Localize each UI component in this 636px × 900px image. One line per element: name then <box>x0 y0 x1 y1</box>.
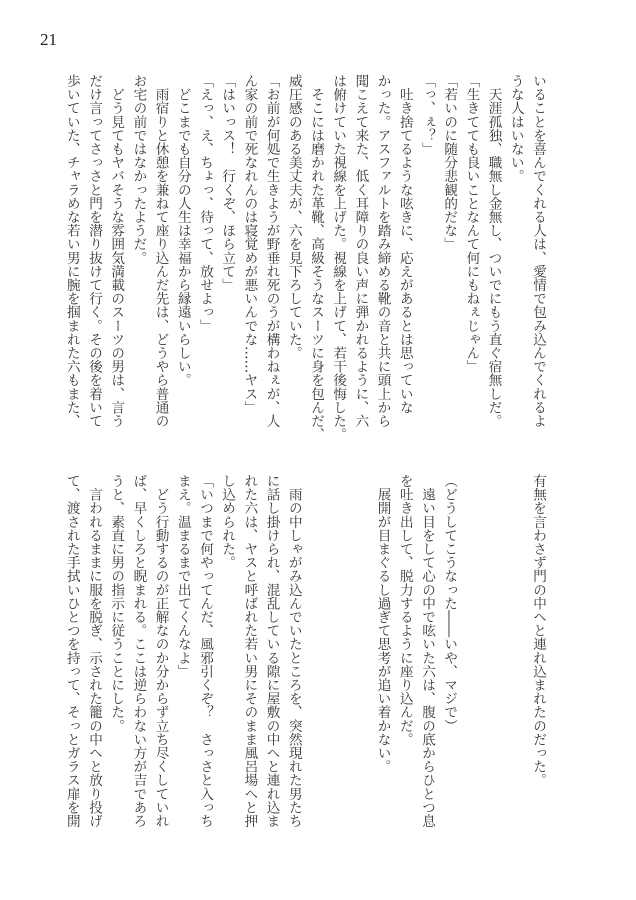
text-column: どう行動するのが正解なのか分からず立ち尽くしていれ <box>152 474 169 828</box>
text-column: ん家の前で死なれんのは寝覚めが悪いんでな……ヤス」 <box>241 74 258 414</box>
text-column: まえ。温まるまで出てくんなよ」 <box>174 474 191 678</box>
text-column: 「えっ、え、ちょっ、待って、放せよっ」 <box>197 74 213 333</box>
text-column <box>460 474 482 836</box>
text-column: どう見てもヤバそうな雰囲気満載のスーツの男は、言う <box>108 74 125 428</box>
text-column: 「若いのに随分悲観的だな」 <box>441 74 458 251</box>
text-column: （どうしてこうなった――いや、マジで） <box>441 474 458 733</box>
text-column: うと、素直に男の指示に従うことにした。 <box>108 474 125 733</box>
text-column: 聞こえて来た、低く耳障りの良い声に弾かれるように、六 <box>352 74 369 428</box>
page-number: 21 <box>40 30 57 49</box>
text-column: 歩いていた、チャラめな若い男に腕を掴まれた六もまた、 <box>63 74 80 428</box>
text-column: 「いつまで何やってんだ、風邪引くぞ？ さっさと入っち <box>197 474 213 828</box>
text-column: 雨の中しゃがみ込んでいたところを、突然現れた男たち <box>285 474 302 828</box>
text-column: 「生きてても良いことなんて何にもねぇじゃん」 <box>463 74 480 374</box>
text-column <box>327 474 349 836</box>
text-column: 遠い目をして心の中で呟いた六は、腹の底からひとつ息 <box>419 474 435 828</box>
text-column: いることを喜んでくれる人は、愛情で包み込んでくれるよ <box>530 74 546 428</box>
text-column <box>349 474 371 836</box>
text-column: かった。アスファルトを踏み締める靴の音と共に頭上から <box>374 74 391 428</box>
text-column: て、渡された手拭いひとつを持って、そっとガラス扉を開 <box>63 474 80 828</box>
text-column: うな人はいない。 <box>507 74 524 183</box>
text-column: 展開が目まぐるし過ぎて思考が追い着かない。 <box>374 474 391 774</box>
text-column: に話し掛けられ、混乱している隙に屋敷の中へと連れ込ま <box>263 474 280 828</box>
text-column: 天涯孤独、職無し金無し、ついでにもう直ぐ宿無しだ。 <box>485 74 502 428</box>
text-column: 言われるままに服を脱ぎ、示された籠の中へと放り投げ <box>86 474 102 828</box>
text-block-top <box>0 74 636 442</box>
text-column: 「お前が何処で生きようが野垂れ死のうが構わねぇが、人 <box>263 74 280 428</box>
text-column: そこには磨かれた革靴、高級そうなスーツに身を包んだ、 <box>308 74 324 442</box>
text-column: ば、早くしろと睨まれる。ここは逆らわない方が吉であろ <box>130 474 147 828</box>
text-column: 「っ、ぇ？」 <box>419 74 435 156</box>
text-block-bottom <box>0 474 636 836</box>
text-column <box>305 474 327 836</box>
text-column: 吐き捨てるような呟きに、応えがあるとは思っていな <box>396 74 413 414</box>
text-column <box>505 474 527 836</box>
text-column: 「はいっス！ 行くぞ、ほら立て」 <box>219 74 236 292</box>
text-column: を吐き出して、脱力するように座り込んだ。 <box>396 474 413 746</box>
text-column: は俯けていた視線を上げた。視線を上げて、若干後悔した。 <box>330 74 347 442</box>
text-column: れた六は、ヤスと呼ばれた若い男にそのまま風呂場へと押 <box>241 474 258 828</box>
text-column: 威圧感のある美丈夫が、六を見下ろしていた。 <box>285 74 302 360</box>
text-column: し込められた。 <box>219 474 236 570</box>
text-column: 雨宿りと休憩を兼ねて座り込んだ先は、どうやら普通の <box>152 74 169 428</box>
text-column: だけ言ってさっさと門を潜り抜けて行く。その後を着いて <box>86 74 102 428</box>
text-column: どこまでも自分の人生は幸福から縁遠いらしい。 <box>174 74 191 387</box>
text-column <box>483 474 505 836</box>
text-column: お宅の前ではなかったようだ。 <box>130 74 147 265</box>
text-column: 有無を言わさず門の中へと連れ込まれたのだった。 <box>530 474 546 787</box>
